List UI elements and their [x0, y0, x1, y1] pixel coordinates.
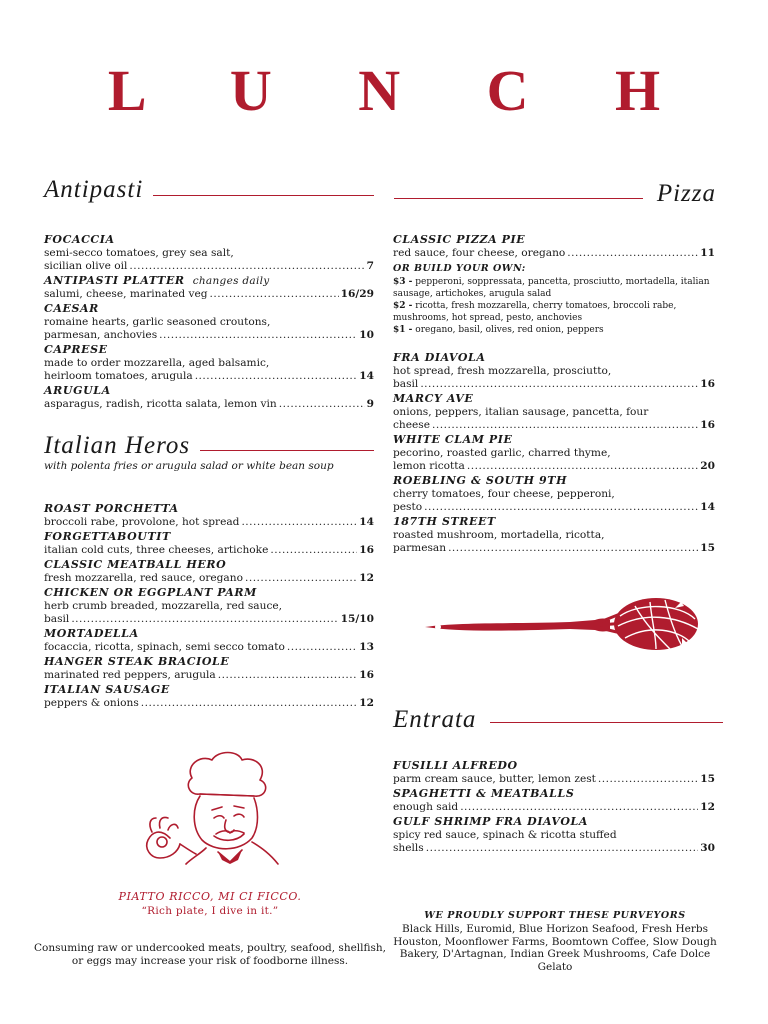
item-name: MORTADELLA [44, 627, 139, 640]
heros-list [44, 501, 374, 710]
item-price: 9 [366, 398, 374, 410]
purveyors [390, 909, 720, 973]
chef-illustration [130, 748, 290, 872]
item-description: basil [393, 378, 419, 390]
item-note: changes daily [192, 275, 270, 287]
item-name [44, 274, 374, 288]
classic-pizza-price: 11 [700, 247, 715, 259]
menu-item [44, 586, 374, 626]
disclaimer: Consuming raw or undercooked meats, poultry, seafood, shellfish, or eggs may increase your risk of foodborne illness. [33, 942, 387, 967]
item-description: made to order mozzarella, aged balsamic, [44, 357, 270, 369]
spaghetti-fork-illustration [420, 594, 720, 654]
item-description: parmesan, anchovies [44, 329, 158, 341]
item-description: pecorino, roasted garlic, charred thyme, [393, 447, 611, 459]
item-price-line [393, 501, 715, 514]
item-description: hot spread, fresh mozzarella, prosciutto, [393, 365, 612, 377]
menu-item [44, 302, 374, 342]
item-description: sicilian olive oil [44, 260, 128, 272]
build-option-price: $1 - [393, 325, 413, 335]
item-price: 12 [700, 801, 715, 813]
menu-item [393, 759, 715, 786]
build-option [393, 324, 715, 336]
item-price: 15 [700, 542, 715, 554]
item-price-line [44, 572, 374, 585]
build-option-price: $3 - [393, 277, 413, 287]
item-description: marinated red peppers, arugula [44, 669, 216, 681]
item-price: 16 [700, 378, 715, 390]
heros-heading: Italian Heros [44, 432, 191, 459]
item-description: italian cold cuts, three cheeses, artichoke [44, 544, 269, 556]
item-price: 14 [359, 370, 374, 382]
heros-subtitle: with polenta fries or arugula salad or white bean soup [44, 460, 334, 472]
item-description: focaccia, ricotta, spinach, semi secco tomato [44, 641, 285, 653]
menu-item [393, 433, 715, 473]
build-your-own-list [393, 276, 715, 336]
item-description: spicy red sauce, spinach & ricotta stuffed [393, 829, 617, 841]
item-price: 16 [359, 669, 374, 681]
entrata-heading: Entrata [393, 706, 477, 733]
item-name: HANGER STEAK BRACIOLE [44, 655, 230, 668]
item-price-line [393, 842, 715, 855]
item-description: broccoli rabe, provolone, hot spread [44, 516, 240, 528]
item-description: fresh mozzarella, red sauce, oregano [44, 572, 243, 584]
item-price: 14 [359, 516, 374, 528]
item-price-line [393, 378, 715, 391]
item-price: 12 [359, 697, 374, 709]
item-price-line [44, 641, 374, 654]
build-option-toppings: ricotta, fresh mozzarella, cherry tomatoes, broccoli rabe, mushrooms, hot spread, pesto, anchovies [393, 301, 677, 323]
item-description: romaine hearts, garlic seasoned croutons, [44, 316, 271, 328]
antipasti-list [44, 232, 374, 411]
item-description: herb crumb breaded, mozzarella, red sauce, [44, 600, 283, 612]
item-price-line [44, 697, 374, 710]
item-name: CHICKEN OR EGGPLANT PARM [44, 586, 257, 599]
motto [40, 890, 380, 917]
item-price: 13 [359, 641, 374, 653]
menu-item [44, 627, 374, 654]
heros-header [44, 432, 374, 460]
item-price: 30 [700, 842, 715, 854]
menu-item [44, 502, 374, 529]
page-title: L U N C H [107, 58, 697, 123]
item-name: MARCY AVE [393, 392, 474, 405]
item-description: enough said [393, 801, 459, 813]
item-name: ITALIAN SAUSAGE [44, 683, 170, 696]
item-price: 12 [359, 572, 374, 584]
item-price: 20 [700, 460, 715, 472]
antipasti-rule [153, 195, 374, 196]
item-name: CAPRESE [44, 343, 108, 356]
item-description: cheese [393, 419, 431, 431]
menu-item [393, 474, 715, 514]
item-description: parm cream sauce, butter, lemon zest [393, 773, 596, 785]
item-description: pesto [393, 501, 423, 513]
pizza-heading: Pizza [656, 180, 716, 207]
menu-item [393, 787, 715, 814]
item-price-line [44, 288, 374, 301]
item-description: cherry tomatoes, four cheese, pepperoni, [393, 488, 615, 500]
item-name-text: ANTIPASTI PLATTER [44, 274, 185, 287]
menu-item [44, 558, 374, 585]
item-description: shells [393, 842, 424, 854]
build-option-toppings: oregano, basil, olives, red onion, peppers [415, 325, 604, 335]
item-price-line [393, 460, 715, 473]
item-name: CLASSIC MEATBALL HERO [44, 558, 227, 571]
entrata-header [393, 706, 723, 734]
item-description: basil [44, 613, 70, 625]
menu-item [44, 655, 374, 682]
menu-item [393, 392, 715, 432]
purveyors-list: Black Hills, Euromid, Blue Horizon Seafood, Fresh Herbs Houston, Moonflower Farms, Boomtown Coffee, Slow Dough Bakery, D'Artagnan, Indian Greek Mushrooms, Cafe Dolce Gelato [393, 923, 717, 973]
item-price: 7 [366, 260, 374, 272]
menu-item [44, 274, 374, 301]
item-price-line [44, 516, 374, 529]
pizza-header [394, 180, 716, 208]
menu-item [44, 384, 374, 411]
classic-pizza-name: CLASSIC PIZZA PIE [393, 233, 526, 246]
item-description: onions, peppers, italian sausage, pancetta, four [393, 406, 649, 418]
item-name: ROEBLING & SOUTH 9TH [393, 474, 568, 487]
motto-italian: PIATTO RICCO, MI CI FICCO. [118, 890, 302, 903]
build-option [393, 276, 715, 300]
menu-item [44, 343, 374, 383]
item-price: 16 [359, 544, 374, 556]
item-price-line [44, 260, 374, 273]
item-name: CAESAR [44, 302, 99, 315]
build-option-toppings: pepperoni, soppressata, pancetta, prosciutto, mortadella, italian sausage, artichokes, arugula salad [393, 277, 710, 299]
item-name: FRA DIAVOLA [393, 351, 486, 364]
menu-item [393, 815, 715, 855]
item-price: 10 [359, 329, 374, 341]
antipasti-heading: Antipasti [44, 176, 144, 203]
item-name: FOCACCIA [44, 233, 115, 246]
item-name: GULF SHRIMP FRA DIAVOLA [393, 815, 588, 828]
item-name: SPAGHETTI & MEATBALLS [393, 787, 575, 800]
item-price-line [44, 544, 374, 557]
pizza-rule [394, 198, 643, 199]
item-description: salumi, cheese, marinated veg [44, 288, 208, 300]
item-price-line [393, 542, 715, 555]
item-price-line [44, 613, 374, 626]
item-name: ROAST PORCHETTA [44, 502, 179, 515]
item-name: FUSILLI ALFREDO [393, 759, 518, 772]
item-price: 15 [700, 773, 715, 785]
item-price-line [44, 398, 374, 411]
item-price: 15/10 [340, 613, 374, 625]
motto-english: “Rich plate, I dive in it.” [141, 905, 279, 917]
purveyors-heading: WE PROUDLY SUPPORT THESE PURVEYORS [424, 910, 686, 921]
build-option-price: $2 - [393, 301, 413, 311]
heros-rule [200, 450, 374, 451]
item-name: WHITE CLAM PIE [393, 433, 513, 446]
item-price: 16/29 [340, 288, 374, 300]
menu-item [393, 515, 715, 555]
antipasti-header [44, 176, 374, 204]
item-name: 187TH STREET [393, 515, 496, 528]
entrata-list [393, 758, 715, 855]
item-description: semi-secco tomatoes, grey sea salt, [44, 247, 234, 259]
build-your-own-label: OR BUILD YOUR OWN: [393, 263, 526, 274]
item-price-line [393, 801, 715, 814]
item-name: FORGETTABOUTIT [44, 530, 171, 543]
item-price-line [44, 370, 374, 383]
menu-item [393, 351, 715, 391]
pizza-list [393, 350, 715, 555]
item-price-line [393, 419, 715, 432]
item-description: parmesan [393, 542, 447, 554]
item-description: roasted mushroom, mortadella, ricotta, [393, 529, 605, 541]
menu-item [44, 683, 374, 710]
build-option [393, 300, 715, 324]
entrata-rule [490, 722, 723, 723]
item-description: heirloom tomatoes, arugula [44, 370, 193, 382]
item-price: 14 [700, 501, 715, 513]
item-description: asparagus, radish, ricotta salata, lemon vin [44, 398, 277, 410]
item-price-line [393, 773, 715, 786]
item-price-line [44, 329, 374, 342]
pizza-top [393, 232, 715, 336]
item-description: lemon ricotta [393, 460, 465, 472]
classic-pizza-desc: red sauce, four cheese, oregano ..... 11 [393, 247, 715, 260]
menu-item [44, 233, 374, 273]
menu-item [44, 530, 374, 557]
item-price-line [44, 669, 374, 682]
item-price: 16 [700, 419, 715, 431]
item-description: peppers & onions [44, 697, 139, 709]
item-name: ARUGULA [44, 384, 111, 397]
